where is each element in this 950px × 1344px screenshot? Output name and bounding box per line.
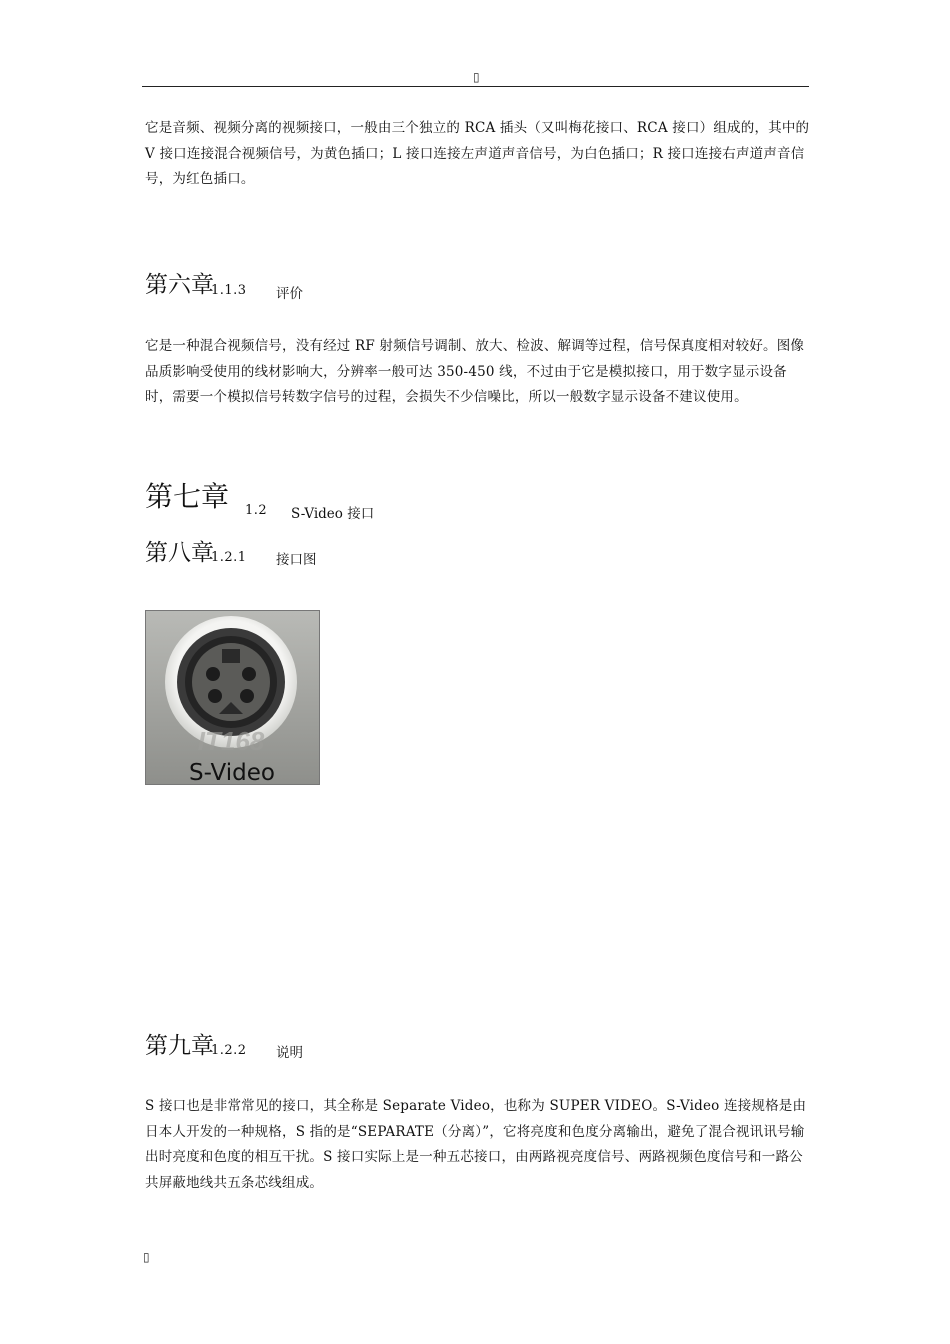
section-title-evaluation: 评价 xyxy=(276,286,303,302)
section-number-1-1-3: 1.1.3 xyxy=(211,283,247,298)
section-title-svideo: S-Video 接口 xyxy=(291,506,375,522)
paragraph-evaluation: 它是一种混合视频信号，没有经过 RF 射频信号调制、放大、检波、解调等过程，信号保真度相对较好。图像品质影响受使用的线材影响大，分辨率一般可达 350-450 线，不过由于它是模拟接口，用于数字显示设备时，需要一个模拟信号转数字信号的过程，会损失不少信噪比，所以一般数字显示设备不建议使用。 xyxy=(145,338,805,405)
paragraph-svideo-description: S 接口也是非常常见的接口，其全称是 Separate Video，也称为 SUPER VIDEO。S-Video 连接规格是由日本人开发的一种规格，S 指的是“SEPARATE（分离）”，它将亮度和色度分离输出，避免了混合视讯讯号输出时亮度和色度的相互干扰。S 接口实际上是一种五芯接口，由两路视亮度信号、两路视频色度信号和一路公共屏蔽地线共五条芯线组成。 xyxy=(145,1098,807,1191)
section-title-explanation: 说明 xyxy=(276,1045,303,1061)
svideo-connector-icon xyxy=(145,610,320,785)
figure-label: S-Video xyxy=(189,760,275,785)
chapter-label-9: 第九章 xyxy=(145,1033,214,1059)
footer-mark: ▯ xyxy=(143,1250,150,1264)
chapter-label-6: 第六章 xyxy=(145,272,214,298)
header-mark: ▯ xyxy=(473,70,480,84)
section-title-diagram: 接口图 xyxy=(276,552,317,568)
svideo-connector-image xyxy=(145,610,320,785)
figure-watermark: IT168 xyxy=(197,726,265,756)
chapter-label-8: 第八章 xyxy=(145,540,214,566)
chapter-label-7: 第七章 xyxy=(145,480,230,513)
section-number-1-2-2: 1.2.2 xyxy=(211,1043,247,1058)
header-rule xyxy=(142,86,809,87)
section-number-1-2-1: 1.2.1 xyxy=(211,550,247,565)
paragraph-rca: 它是音频、视频分离的视频接口，一般由三个独立的 RCA 插头（又叫梅花接口、RCA 接口）组成的，其中的 V 接口连接混合视频信号，为黄色插口；L 接口连接左声道声音信号，为白色插口；R 接口连接右声道声音信号，为红色插口。 xyxy=(145,120,810,187)
section-number-1-2: 1.2 xyxy=(245,503,268,518)
